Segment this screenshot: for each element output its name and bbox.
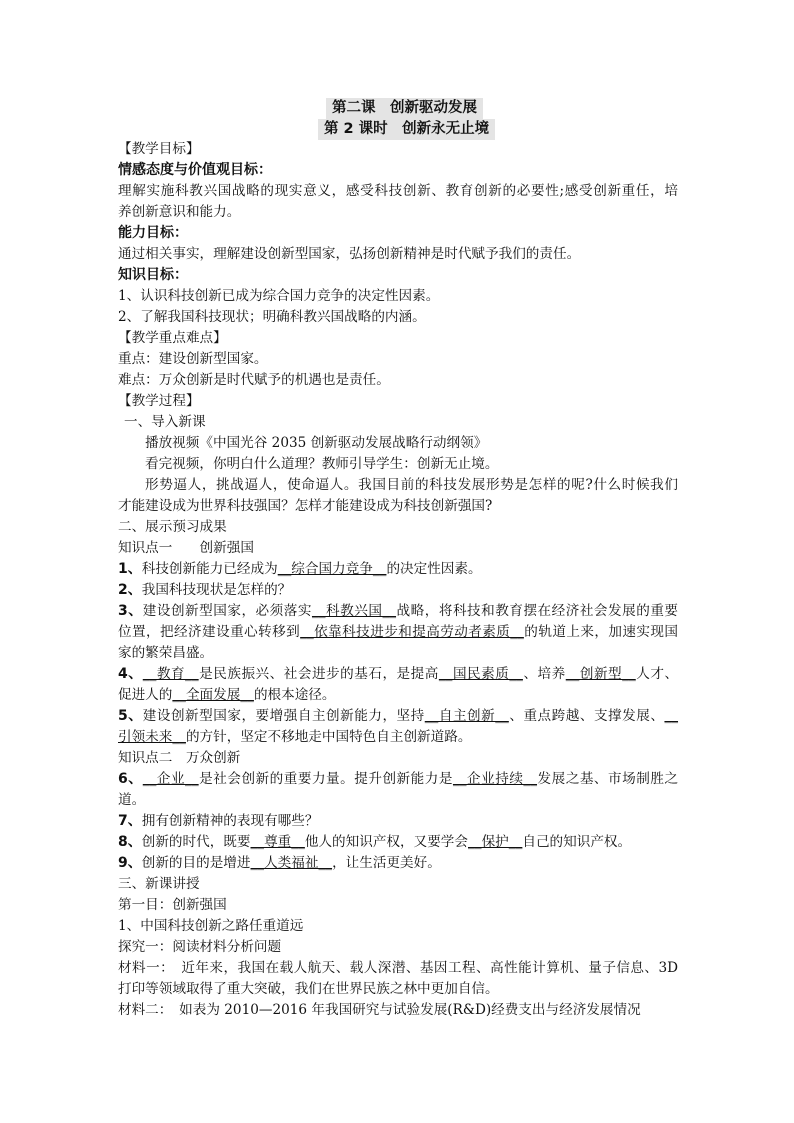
question-9: 9、创新的目的是增进__人类福祉__，让生活更美好。 bbox=[118, 855, 441, 871]
material-1: 材料一： 近年来，我国在载人航天、载人深潜、基因工程、高性能计算机、量子信息、3D bbox=[118, 960, 678, 976]
explore-heading: 探究一：阅读材料分析问题 bbox=[118, 939, 282, 955]
intro-paragraph: 播放视频《中国光谷 2035 创新驱动发展战略行动纲领》 bbox=[145, 435, 488, 451]
answer-blank: __保护__ bbox=[468, 834, 523, 850]
answer-blank: __教育__ bbox=[142, 666, 199, 682]
answer-blank: __全面发展__ bbox=[172, 687, 254, 703]
material-2: 材料二： 如表为 2010—2016 年我国研究与试验发展(R&D)经费支出与经济发展情况 bbox=[118, 1002, 641, 1018]
emotion-goal-text-cont: 养创新意识和能力。 bbox=[118, 204, 241, 220]
question-6-cont: 道。 bbox=[118, 792, 146, 808]
question-5-cont: 引领未来__的方针，坚定不移地走中国特色自主创新道路。 bbox=[118, 729, 472, 745]
question-8: 8、创新的时代，既要__尊重__他人的知识产权，又要学会__保护__自己的知识产权。 bbox=[118, 834, 632, 850]
difficult-point: 难点：万众创新是时代赋予的机遇也是责任。 bbox=[118, 372, 390, 388]
question-6: 6、__企业__是社会创新的重要力量。提升创新能力是__企业持续__发展之基、市场制胜之 bbox=[118, 771, 679, 787]
answer-blank: __企业__ bbox=[142, 771, 199, 787]
lecture-subheading: 第一目：创新强国 bbox=[118, 897, 227, 913]
answer-blank: __ bbox=[664, 708, 679, 724]
answer-blank: __综合国力竞争__ bbox=[277, 561, 387, 577]
answer-blank: __国民素质__ bbox=[438, 666, 523, 682]
emotion-goal-heading: 情感态度与价值观目标： bbox=[118, 162, 272, 178]
question-3-cont: 位置，把经济建设重心转移到__依靠科技进步和提高劳动者素质__的轨道上来，加速实现国 bbox=[118, 624, 679, 640]
emotion-goal-text: 理解实施科教兴国战略的现实意义，感受科技创新、教育创新的必要性;感受创新重任，培 bbox=[118, 183, 678, 199]
answer-blank: __尊重__ bbox=[250, 834, 305, 850]
knowledge-goal-heading: 知识目标： bbox=[118, 267, 188, 283]
answer-blank: 引领未来__ bbox=[118, 729, 186, 745]
section-heading-process: 【教学过程】 bbox=[118, 393, 200, 409]
ability-goal-heading: 能力目标： bbox=[118, 225, 188, 241]
section-heading-focus: 【教学重点难点】 bbox=[118, 330, 227, 346]
question-5: 5、建设创新型国家，要增强自主创新能力，坚持__自主创新__、重点跨越、支撑发展、__ bbox=[118, 708, 679, 724]
answer-blank: __科教兴国__ bbox=[311, 603, 397, 619]
intro-paragraph: 形势逼人，挑战逼人，使命逼人。我国目前的科技发展形势是怎样的呢?什么时候我们 bbox=[145, 477, 678, 493]
question-4: 4、__教育__是民族振兴、社会进步的基石，是提高__国民素质__、培养__创新型__人才、 bbox=[118, 666, 679, 682]
document-body bbox=[118, 139, 678, 1021]
question-1: 1、科技创新能力已经成为__综合国力竞争__的决定性因素。 bbox=[118, 561, 482, 577]
material-1-cont: 打印等领域取得了重大突破，我们在世界民族之林中更加自信。 bbox=[118, 981, 499, 997]
answer-blank: __企业持续__ bbox=[452, 771, 538, 787]
answer-blank: __依靠科技进步和提高劳动者素质__ bbox=[300, 624, 524, 640]
preview-heading: 二、展示预习成果 bbox=[118, 519, 227, 535]
question-2: 2、我国科技现状是怎样的？ bbox=[118, 582, 292, 598]
knowledge-point-1: 知识点一 创新强国 bbox=[118, 540, 254, 556]
question-3: 3、建设创新型国家，必须落实__科教兴国__战略，将科技和教育摆在经济社会发展的重要 bbox=[118, 603, 679, 619]
key-point: 重点：建设创新型国家。 bbox=[118, 351, 268, 367]
knowledge-point-2: 知识点二 万众创新 bbox=[118, 750, 241, 766]
lesson-subtitle: 第 2 课时 创新永无止境 bbox=[318, 119, 495, 140]
intro-paragraph: 看完视频，你明白什么道理？教师引导学生：创新无止境。 bbox=[145, 456, 499, 472]
intro-paragraph-cont: 才能建设成为世界科技强国？怎样才能建设成为科技创新强国? bbox=[118, 498, 493, 514]
lecture-subheading: 1、中国科技创新之路任重道远 bbox=[118, 918, 304, 934]
knowledge-goal-item: 1、认识科技创新已成为综合国力竞争的决定性因素。 bbox=[118, 288, 440, 304]
lesson-title: 第二课 创新驱动发展 bbox=[326, 98, 483, 119]
lecture-heading: 三、新课讲授 bbox=[118, 876, 200, 892]
answer-blank: __自主创新__ bbox=[424, 708, 509, 724]
question-7: 7、拥有创新精神的表现有哪些？ bbox=[118, 813, 319, 829]
answer-blank: __创新型__ bbox=[565, 666, 636, 682]
ability-goal-text: 通过相关事实，理解建设创新型国家，弘扬创新精神是时代赋予我们的责任。 bbox=[118, 246, 581, 262]
intro-heading: 一、导入新课 bbox=[124, 414, 206, 430]
answer-blank: __人类福祉__ bbox=[250, 855, 333, 871]
knowledge-goal-item: 2、了解我国科技现状；明确科教兴国战略的内涵。 bbox=[118, 309, 426, 325]
title-block bbox=[0, 96, 794, 138]
section-heading-goals: 【教学目标】 bbox=[118, 141, 200, 157]
question-4-cont: 促进人的__全面发展__的根本途径。 bbox=[118, 687, 336, 703]
question-3-cont: 家的繁荣昌盛。 bbox=[118, 645, 214, 661]
